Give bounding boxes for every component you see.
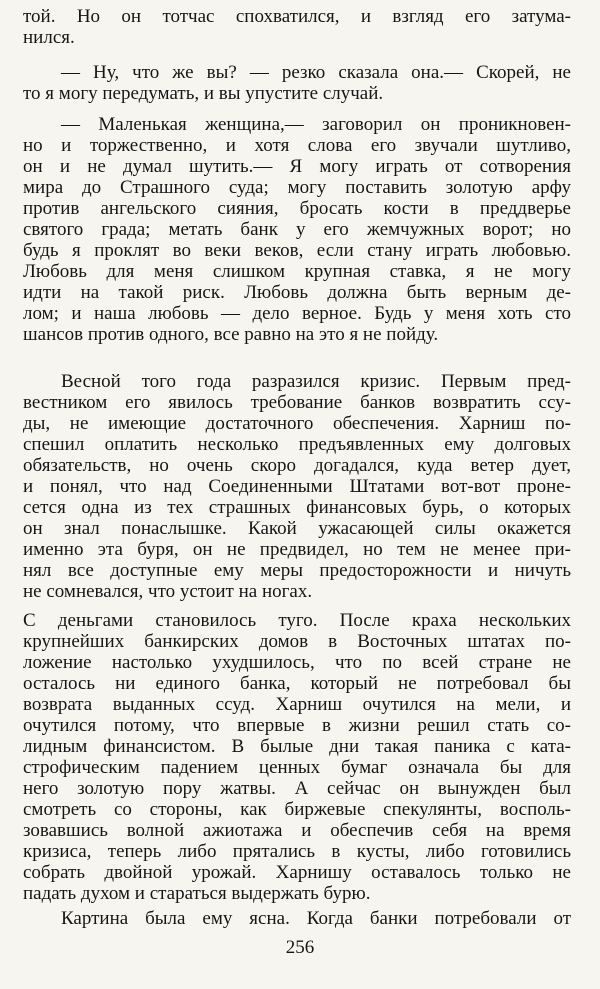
text-line: мира до Страшного суда; могу поставить золотую арфу [23,177,571,198]
text-line: осталось ни единого банка, который не потребовал бы [23,673,571,694]
text-line: он и не думал шутить.— Я могу играть от сотворения [23,156,571,177]
text-line: очутился потому, что впервые в жизни решил стать со- [23,715,571,736]
text-line: нился. [23,27,75,48]
text-line: Картина была ему ясна. Когда банки потребовали от [61,908,571,929]
text-line: Весной того года разразился кризис. Первым пред- [61,371,571,392]
text-line: С деньгами становилось туго. После краха нескольких [23,610,571,631]
text-line: и понял, что над Соединенными Штатами вот-вот проне- [23,476,571,497]
text-line: вестником его явилось требование банков возвратить ссу- [23,392,571,413]
text-line: шансов против одного, все равно на это я не пойду. [23,324,439,345]
text-line: но и торжественно, и хотя слова его звучали шутливо, [23,135,571,156]
text-line: лидным финансистом. В былые дни такая паника с ката- [23,736,571,757]
text-line: падать духом и стараться выдержать бурю. [23,883,371,904]
text-line: то я могу передумать, и вы упустите случай. [23,83,384,104]
text-line: ложение настолько ухудшилось, что по всей стране не [23,652,571,673]
text-line: не сомневался, что устоит на ногах. [23,581,313,602]
text-line: идти на такой риск. Любовь должна быть верным де- [23,282,571,303]
text-line: обязательств, но очень скоро догадался, куда ветер дует, [23,455,571,476]
text-line: строфическим падением ценных бумаг означала бы для [23,757,571,778]
text-line: — Маленькая женщина,— заговорил он проникновен- [61,114,571,135]
text-line: — Ну, что же вы? — резко сказала она.— Скорей, не [61,62,571,83]
text-line: нял все доступные ему меры предосторожности и ничуть [23,560,571,581]
text-line: зовавшись волной ажиотажа и обеспечив себя на время [23,820,571,841]
text-line: смотреть со стороны, как биржевые спекулянты, восполь- [23,799,571,820]
text-line: крупнейших банкирских домов в Восточных штатах по- [23,631,571,652]
text-line: он знал понаслышке. Какой ужасающей силы окажется [23,518,571,539]
text-line: кризиса, теперь либо прятались в кусты, либо готовились [23,841,571,862]
text-line: спешил оплатить несколько предъявленных ему долговых [23,434,571,455]
text-line: против ангельского сияния, бросать кости в преддверье [23,198,571,219]
text-line: лом; и наша любовь — дело верное. Будь у меня хоть сто [23,303,571,324]
text-line: него золотую пору жатвы. А сейчас он вынужден был [23,778,571,799]
text-line: возврата выданных ссуд. Харниш очутился на мели, и [23,694,571,715]
text-line: ды, не имеющие достаточного обеспечения. Харниш по- [23,413,571,434]
text-line: Любовь для меня слишком крупная ставка, я не могу [23,261,571,282]
text-line: собрать двойной урожай. Харнишу оставалось только не [23,862,571,883]
text-line: святого града; метать банк у его жемчужных ворот; но [23,219,571,240]
text-line: сется одна из тех страшных финансовых бурь, о которых [23,497,571,518]
text-line: будь я проклят во веки веков, если стану играть любовью. [23,240,571,261]
page-number: 256 [285,937,315,958]
text-line: именно эта буря, он не предвидел, но тем не менее при- [23,539,571,560]
text-line: той. Но он тотчас спохватился, и взгляд его затума- [23,6,571,27]
